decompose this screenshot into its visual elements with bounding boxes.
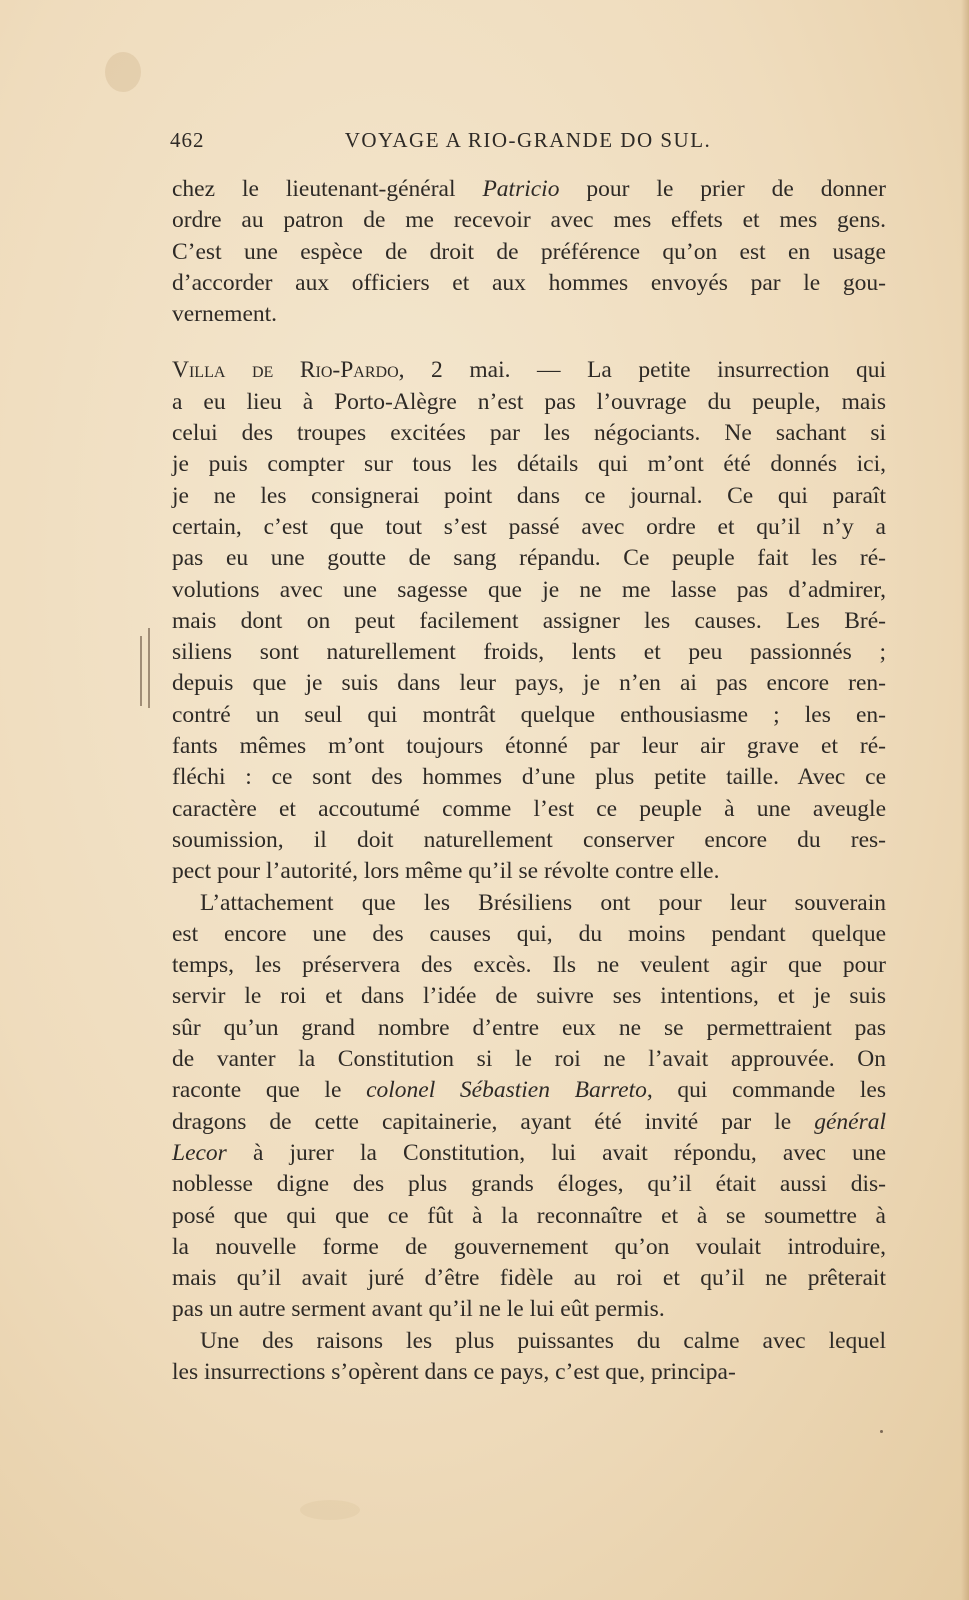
text-line: caractère et accoutumé comme l’est ce peuple à une aveugle	[172, 795, 886, 822]
text-line: vernement.	[172, 301, 278, 328]
text-line: dragons de cette capitainerie, ayant été invité par le général	[172, 1108, 886, 1135]
text-line: Lecor à jurer la Constitution, lui avait répondu, avec une	[172, 1139, 886, 1166]
text-line: raconte que le colonel Sébastien Barreto, qui commande les	[172, 1077, 886, 1104]
paragraph	[172, 888, 886, 1326]
page-number: 462	[170, 128, 205, 152]
text-line: siliens sont naturellement froids, lents et peu passionnés ;	[172, 639, 886, 666]
paragraph	[172, 1326, 886, 1389]
paper-stain	[300, 1500, 360, 1520]
italic-name: colonel Sébastien Barreto	[366, 1077, 647, 1104]
italic-name: Lecor	[172, 1139, 227, 1166]
paragraph	[172, 174, 886, 330]
text-line: Une des raisons les plus puissantes du calme avec lequel	[200, 1327, 886, 1354]
text-line: temps, les préservera des excès. Ils ne veulent agir que pour	[172, 952, 886, 979]
text-line: servir le roi et dans l’idée de suivre ses intentions, et je suis	[172, 983, 886, 1010]
text-line: Villa de Rio-Pardo, 2 mai. — La petite insurrection qui	[172, 357, 886, 384]
body-text	[172, 174, 886, 1388]
text-line: celui des troupes excitées par les négociants. Ne sachant si	[172, 420, 886, 447]
text-line: je puis compter sur tous les détails qui m’ont été donnés ici,	[172, 451, 886, 478]
paragraph	[172, 355, 886, 887]
page-edge-shadow	[961, 0, 969, 1600]
text-line: mais dont on peut facilement assigner les causes. Les Bré-	[172, 607, 886, 634]
italic-name: général	[814, 1108, 886, 1135]
text-line: pect pour l’autorité, lors même qu’il se révolte contre elle.	[172, 858, 720, 885]
italic-name: Patricio	[482, 176, 560, 202]
text-line: fants mêmes m’ont toujours étonné par leur air grave et ré-	[172, 733, 886, 760]
text-line: noblesse digne des plus grands éloges, qu’il était aussi dis-	[172, 1171, 886, 1198]
text-line: fléchi : ce sont des hommes d’une plus petite taille. Avec ce	[172, 764, 886, 791]
text-line: de vanter la Constitution si le roi ne l’avait approuvée. On	[172, 1046, 886, 1073]
ink-speck	[880, 1430, 883, 1433]
text-line: volutions avec une sagesse que je ne me lasse pas d’admirer,	[172, 576, 886, 603]
text-line: L’attachement que les Brésiliens ont pour leur souverain	[200, 889, 886, 916]
place-date-heading: Villa de Rio-Pardo	[172, 357, 399, 384]
running-title: VOYAGE A RIO-GRANDE DO SUL.	[344, 128, 712, 152]
paragraph-gap	[172, 330, 886, 355]
text-line: pas eu une goutte de sang répandu. Ce peuple fait les ré-	[172, 545, 886, 572]
text-line: la nouvelle forme de gouvernement qu’on voulait introduire,	[172, 1233, 886, 1260]
text-line: les insurrections s’opèrent dans ce pays, c’est que, principa-	[172, 1358, 736, 1385]
text-line: soumission, il doit naturellement conserver encore du res-	[172, 826, 886, 853]
text-line: pas un autre serment avant qu’il ne le lui eût permis.	[172, 1296, 665, 1323]
text-line: sûr qu’un grand nombre d’entre eux ne se permettraient pas	[172, 1014, 886, 1041]
text-line: a eu lieu à Porto-Alègre n’est pas l’ouvrage du peuple, mais	[172, 388, 886, 415]
text-line: est encore une des causes qui, du moins pendant quelque	[172, 920, 886, 947]
text-line: depuis que je suis dans leur pays, je n’en ai pas encore ren-	[172, 670, 886, 697]
text-line: contré un seul qui montrât quelque enthousiasme ; les en-	[172, 701, 886, 728]
text-line: ordre au patron de me recevoir avec mes effets et mes gens.	[172, 207, 886, 234]
text-line: chez le lieutenant-général Patricio pour le prier de donner	[172, 176, 886, 202]
text-line: je ne les consignerai point dans ce journal. Ce qui paraît	[172, 482, 886, 509]
margin-pencil-mark	[136, 628, 156, 708]
text-line: C’est une espèce de droit de préférence qu’on est en usage	[172, 238, 886, 265]
text-line: d’accorder aux officiers et aux hommes envoyés par le gou-	[172, 269, 886, 296]
text-line: certain, c’est que tout s’est passé avec ordre et qu’il n’y a	[172, 513, 886, 540]
text-line: mais qu’il avait juré d’être fidèle au roi et qu’il ne prêterait	[172, 1265, 886, 1292]
page-header	[170, 128, 886, 158]
text-line: posé que qui que ce fût à la reconnaître et à se soumettre à	[172, 1202, 886, 1229]
paper-stain	[105, 52, 141, 92]
